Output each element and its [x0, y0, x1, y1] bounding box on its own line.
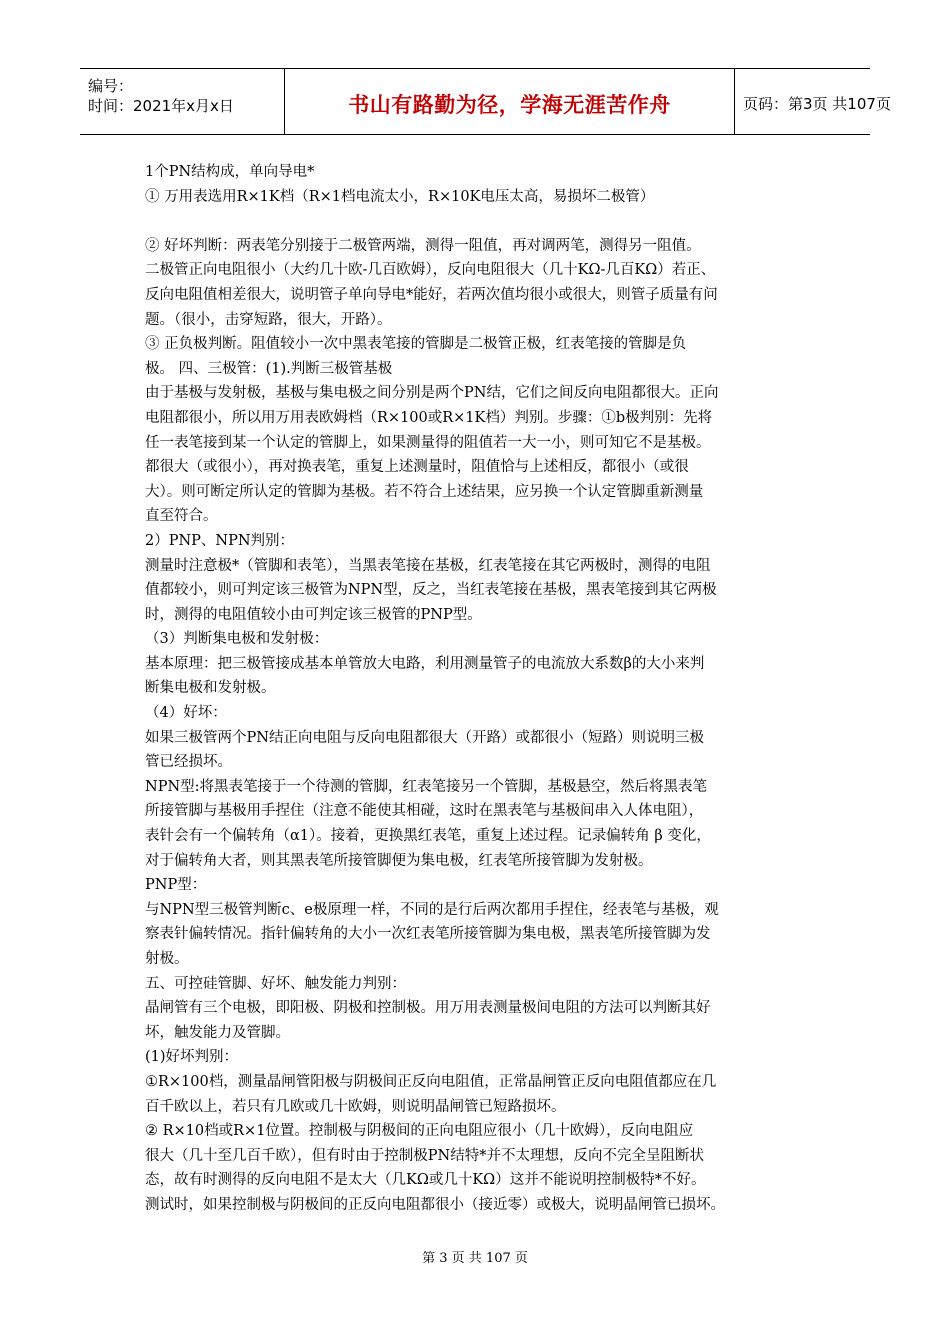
body-line: 时，测得的电阻值较小由可判定该三极管的PNP型。	[145, 606, 482, 623]
body-line: 直至符合。	[145, 508, 218, 525]
body-line: 表针会有一个偏转角（α1）。接着，更换黑红表笔，重复上述过程。记录偏转角 β 变化，	[145, 828, 711, 845]
body-line: 由于基极与发射极，基极与集电极之间分别是两个PN结，它们之间反向电阻都很大。正向	[145, 385, 719, 402]
body-line: NPN型:将黑表笔接于一个待测的管脚，红表笔接另一个管脚，基极悬空，然后将黑表笔	[145, 778, 708, 795]
body-line: PNP型：	[145, 877, 207, 894]
body-line: （4）好坏：	[145, 705, 227, 722]
document-date: 时间：2021年x月x日	[88, 97, 234, 115]
body-line: 极。 四、三极管：(1).判断三极管基极	[145, 360, 393, 377]
header-table	[80, 68, 891, 135]
body-line: 测量时注意极*（管脚和表笔），当黑表笔接在基极，红表笔接在其它两极时，测得的电阻	[145, 557, 711, 574]
body-line: 射极。	[145, 951, 189, 967]
body-line: ② R×10档或R×1位置。控制极与阴极间的正向电阻应很小（几十欧姆），反向电阻应	[145, 1123, 694, 1140]
body-line: (1)好坏判别：	[145, 1049, 239, 1066]
body-line: 很大（几十至几百千欧），但有时由于控制极PN结特*并不太理想，反向不完全呈阻断状	[145, 1147, 704, 1164]
body-line: 所接管脚与基极用手捏住（注意不能使其相碰，这时在黑表笔与基极间串入人体电阻），	[145, 803, 704, 820]
body-line: 大）。则可断定所认定的管脚为基极。若不符合上述结果，应另换一个认定管脚重新测量	[145, 483, 704, 500]
body-line: 对于偏转角大者，则其黑表笔所接管脚便为集电极，红表笔所接管脚为发射极。	[145, 852, 653, 869]
body-line: 与NPN型三极管判断c、e极原理一样，不同的是行后两次都用手捏住，经表笔与基极，观	[145, 901, 719, 918]
body-line: 坏，触发能力及管脚。	[145, 1024, 290, 1041]
body-line: （3）判断集电极和发射极：	[145, 631, 329, 648]
body-line: 任一表笔接到某一个认定的管脚上，如果测量得的阻值若一大一小，则可知它不是基极。	[145, 434, 711, 451]
body-line: ①R×100档，测量晶闸管阳极与阴极间正反向电阻值，正常晶闸管正反向电阻值都应在几	[145, 1073, 717, 1090]
document-number: 编号：	[88, 77, 134, 95]
body-line: 2）PNP、NPN判别：	[145, 532, 295, 549]
body-line: 断集电极和发射极。	[145, 680, 276, 697]
body-line: 测试时，如果控制极与阴极间的正反向电阻都很小（接近零）或极大，说明晶闸管已损坏。	[145, 1196, 725, 1213]
body-line: 值都较小，则可判定该三极管为NPN型，反之，当红表笔接在基极，黑表笔接到其它两极	[145, 582, 717, 599]
body-line: 察表针偏转情况。指针偏转角的大小一次红表笔所接管脚为集电极，黑表笔所接管脚为发	[145, 926, 711, 943]
header-left-cell	[80, 69, 285, 134]
body-line: 1个PN结构成，单向导电*	[145, 164, 315, 180]
document-body	[145, 160, 825, 1218]
body-line: ③ 正负极判断。阻值较小一次中黑表笔接的管脚是二极管正极，红表笔接的管脚是负	[145, 336, 687, 353]
body-line: ② 好坏判断：两表笔分别接于二极管两端，测得一阻值，再对调两笔，测得另一阻值。	[145, 237, 701, 254]
body-line: 基本原理：把三极管接成基本单管放大电路，利用测量管子的电流放大系数β的大小来判	[145, 655, 705, 672]
body-line: ① 万用表选用R×1K档（R×1档电流太小，R×10K电压太高，易损坏二极管）	[145, 188, 655, 205]
body-line: 五、可控硅管脚、好坏、触发能力判别：	[145, 975, 406, 992]
header-right-cell	[735, 69, 891, 134]
body-line	[145, 209, 825, 234]
body-line: 题。（很小，击穿短路，很大，开路）。	[145, 311, 392, 328]
body-line: 态，故有时测得的反向电阻不是太大（几KΩ或几十KΩ）这并不能说明控制极特*不好。	[145, 1172, 706, 1189]
body-line: 管已经损坏。	[145, 754, 232, 771]
page-footer: 第 3 页 共 107 页	[422, 1251, 528, 1266]
body-line: 百千欧以上，若只有几欧或几十欧姆，则说明晶闸管已短路损坏。	[145, 1098, 566, 1115]
body-line: 电阻都很小，所以用万用表欧姆档（R×100或R×1K档）判别。步骤：①b极判别：先将	[145, 409, 713, 426]
body-line: 如果三极管两个PN结正向电阻与反向电阻都很大（开路）或都很小（短路）则说明三极	[145, 729, 704, 746]
body-line: 二极管正向电阻很小（大约几十欧-几百欧姆），反向电阻很大（几十KΩ-几百KΩ）若正、	[145, 262, 716, 279]
header-middle-cell	[285, 69, 735, 134]
body-line: 都很大（或很小），再对换表笔，重复上述测量时，阻值恰与上述相反，都很小（或很	[145, 459, 689, 476]
header-motto: 书山有路勤为径，学海无涯苦作舟	[348, 93, 671, 117]
header-page-number: 页码：第3页 共107页	[743, 95, 891, 113]
body-line: 反向电阻值相差很大，说明管子单向导电*能好，若两次值均很小或很大，则管子质量有问	[145, 286, 718, 303]
body-line: 晶闸管有三个电极，即阳极、阴极和控制极。用万用表测量极间电阻的方法可以判断其好	[145, 1000, 711, 1017]
